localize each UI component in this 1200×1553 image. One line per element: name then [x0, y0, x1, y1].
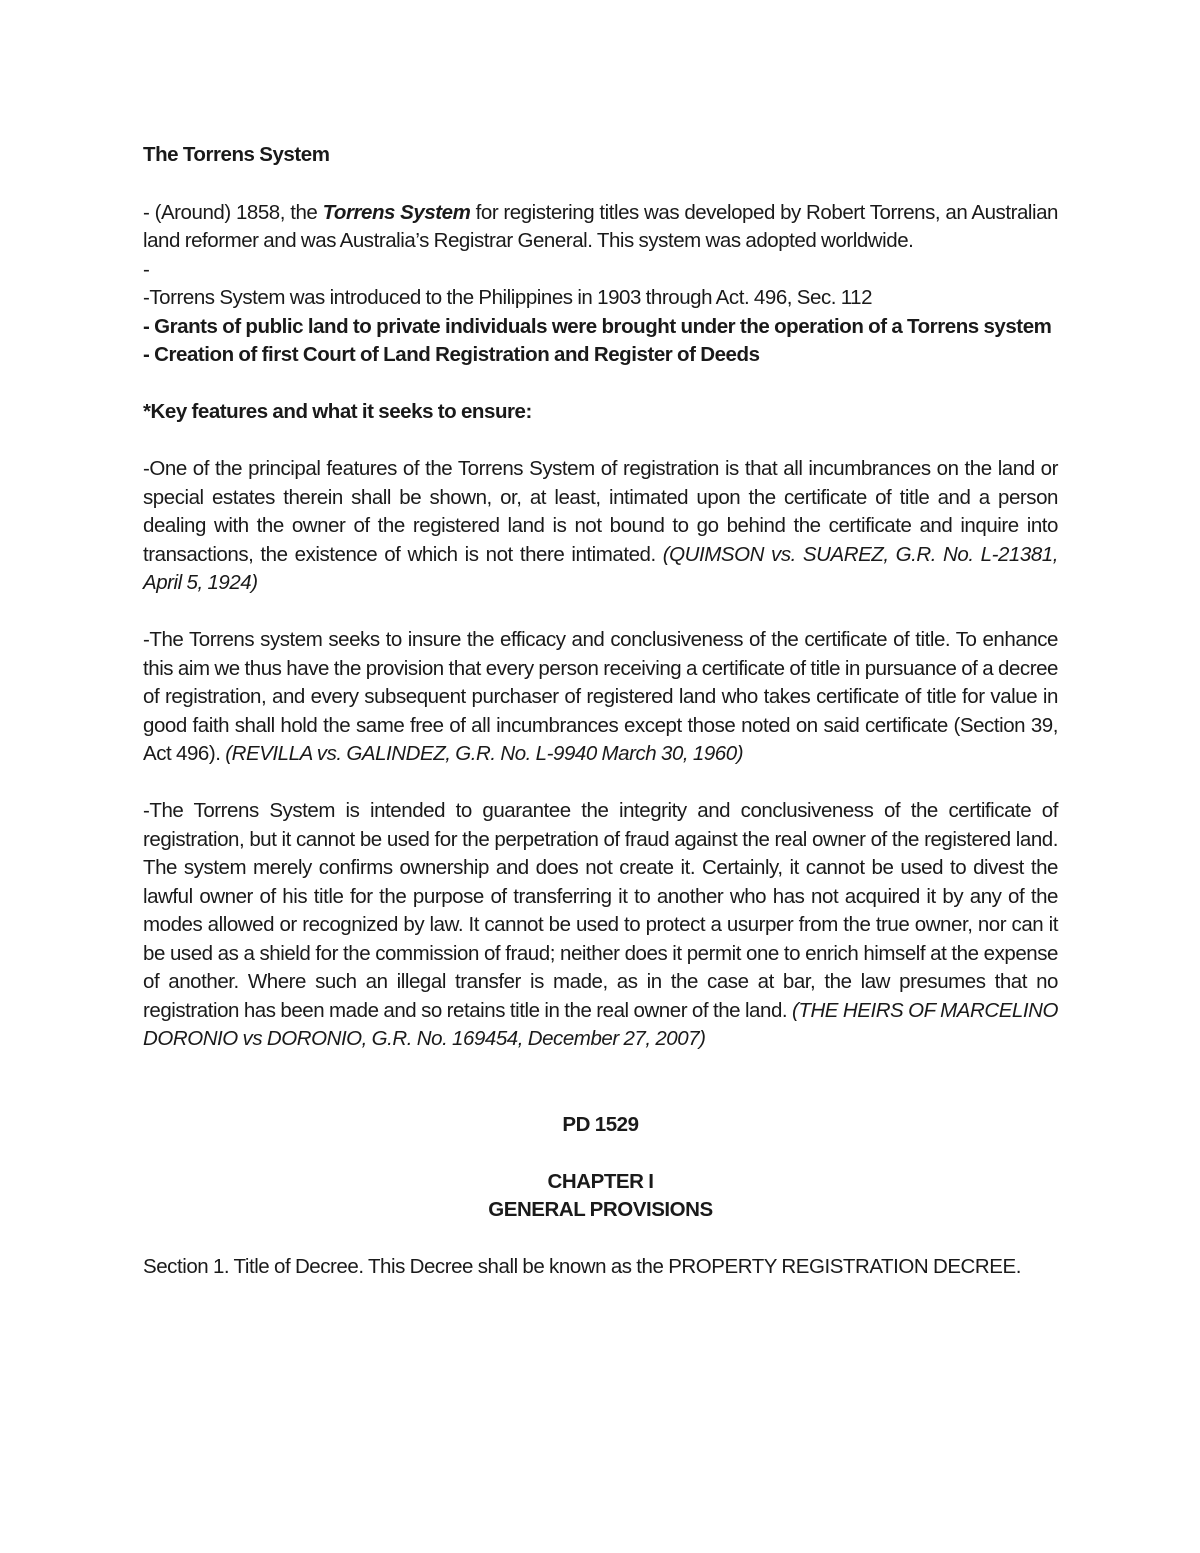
spacer — [143, 427, 1058, 456]
document-page — [143, 141, 1058, 1282]
intro-suffix: for registering titles was developed by Robert Torrens, an Australian land reformer and was Australia’s Registrar General. This system was adopted worldwide. — [143, 200, 1059, 252]
paragraph-text: -The Torrens system seeks to insure the efficacy and conclusiveness of the certificate of title. To enhance this aim we thus have the provision that every person receiving a certificate of title in pursuance of a decree of registration, and every subsequent purchaser of registered land who takes certificate of title for value in good faith shall hold the same free of all incumbrances except those noted on said certificate (Section 39, Act 496). — [143, 628, 1058, 765]
key-features-heading: *Key features and what it seeks to ensure: — [143, 400, 532, 423]
spacer — [143, 370, 1058, 399]
intro-paragraph — [143, 199, 1058, 256]
case-citation: (REVILLA vs. GALINDEZ, G.R. No. L-9940 March 30, 1960) — [225, 742, 744, 765]
spacer — [143, 1054, 1058, 1083]
chapter-number: CHAPTER I — [547, 1169, 654, 1193]
history-item-grants: - Grants of public land to private individuals were brought under the operation of a Torrens system — [143, 314, 1052, 338]
spacer — [143, 1139, 1058, 1168]
decree-title: PD 1529 — [562, 1112, 639, 1136]
paragraph-text: -One of the principal features of the Torrens System of registration is that all incumbrances on the land or special estates therein shall be shown, or, at least, intimated upon the certificate of title and a person dealing with the owner of the registered land is not bound to go behind the certificate and inquire into transactions, the existence of which is not there intimated. — [143, 457, 1058, 566]
feature-paragraph-quimson — [143, 455, 1058, 598]
chapter-title: GENERAL PROVISIONS — [488, 1198, 713, 1221]
spacer — [143, 769, 1058, 798]
dash-line: - — [143, 257, 150, 281]
paragraph-text: -The Torrens System is intended to guarantee the integrity and conclusiveness of the certificate of registration, but it cannot be used for the perpetration of fraud against the real owner of the registered land. The system merely confirms ownership and does not create it. Certainly, it cannot be used to divest the lawful owner of his title for the purpose of transferring it to another who has not acquired it by any of the modes allowed or recognized by law. It cannot be used to protect a usurper from the true owner, nor can it be used as a shield for the commission of fraud; neither does it permit one to enrich himself at the expense of another. Where such an illegal transfer is made, as in the case at bar, the law presumes that no registration has been made and so retains title in the real owner of the land. — [143, 799, 1058, 1022]
section-1: Section 1. Title of Decree. This Decree shall be known as the PROPERTY REGISTRATION DECREE. — [143, 1255, 1021, 1278]
case-citation: (THE HEIRS OF MARCELINO DORONIO vs DORONIO, G.R. No. 169454, December 27, 2007) — [143, 998, 1058, 1050]
spacer — [143, 598, 1058, 627]
spacer — [143, 1225, 1058, 1254]
case-citation: (QUIMSON vs. SUAREZ, G.R. No. L-21381, April 5, 1924) — [143, 542, 1058, 594]
intro-prefix: - (Around) 1858, the — [143, 200, 323, 224]
history-item-act496: -Torrens System was introduced to the Philippines in 1903 through Act. 496, Sec. 112 — [143, 286, 873, 309]
spacer — [143, 1082, 1058, 1111]
document-heading: The Torrens System — [143, 143, 330, 166]
feature-paragraph-revilla — [143, 626, 1058, 769]
feature-paragraph-doronio — [143, 797, 1058, 1054]
intro-emphasis: Torrens System — [322, 200, 471, 224]
history-item-court: - Creation of first Court of Land Registration and Register of Deeds — [143, 343, 760, 366]
